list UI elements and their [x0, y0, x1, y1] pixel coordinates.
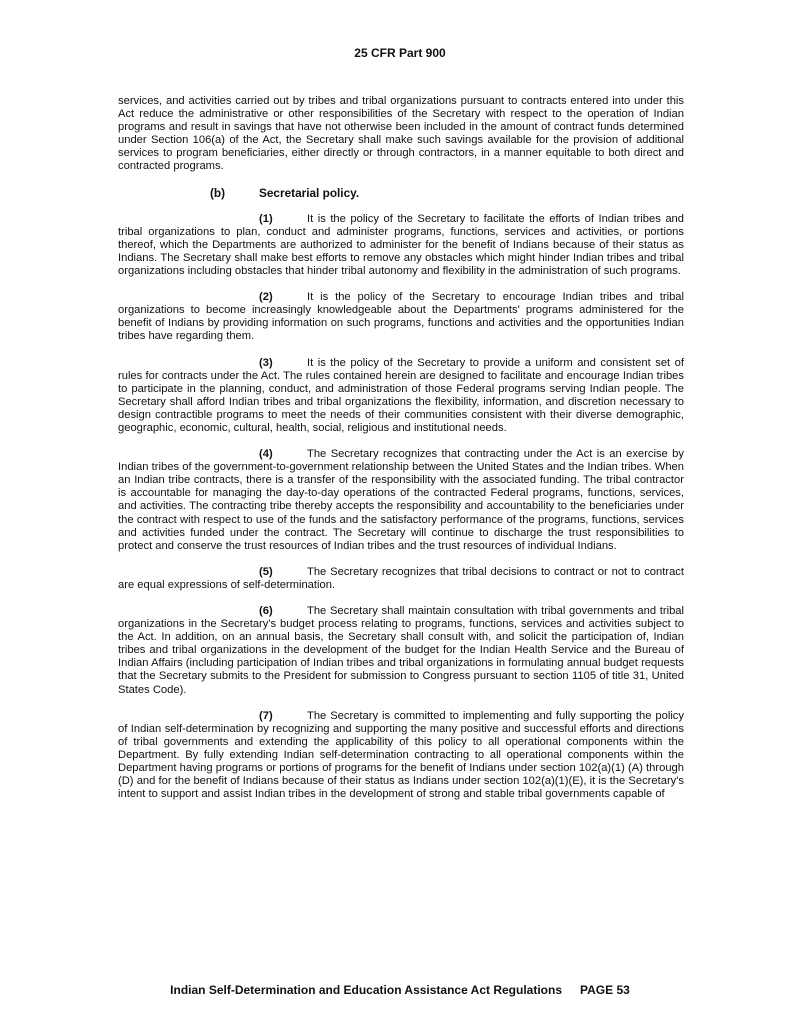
paragraph-3 [118, 357, 684, 436]
paragraph-text: The Secretary is committed to implementing and fully supporting the policy of Indian self-determination by recognizing and supporting the many positive and successful efforts and directions of tribal governments and extending the applicability of this policy to all operational components within the Department. By fully extending Indian self-determination contracting to all operational components within the Department having programs or portions of programs for the benefit of Indians under section 102(a)(1) (A) through (D) and for the benefit of Indians because of their status as Indians under section 102(a)(1)(E), it is the Secretary's intent to support and assist Indian tribes in the development of strong and stable tribal governments capable of [118, 709, 684, 801]
paragraph-text: It is the policy of the Secretary to provide a uniform and consistent set of rules for contracts under the Act. The rules contained herein are designed to facilitate and encourage Indian tribes to participate in the planning, conduct, and administration of those Federal programs serving Indian people. The Secretary shall afford Indian tribes and tribal organizations the flexibility, information, and discretion necessary to design contractible programs to meet the needs of their communities consistent with their diverse demographic, geographic, economic, cultural, health, social, religious and institutional needs. [118, 356, 684, 434]
section-title: Secretarial policy. [259, 185, 360, 200]
paragraph-number: (7) [259, 709, 273, 722]
footer-title: Indian Self-Determination and Education Assistance Act Regulations [170, 983, 563, 997]
paragraph-4 [118, 448, 684, 553]
paragraph-number: (1) [259, 212, 273, 225]
paragraph-text: The Secretary recognizes that tribal decisions to contract or not to contract are equal expressions of self-determination. [118, 565, 684, 591]
paragraph-text: The Secretary recognizes that contracting under the Act is an exercise by Indian tribes of the government-to-government relationship between the United States and the Indian tribes. When an Indian tribe contracts, there is a transfer of the responsibility with the associated funding. The tribal contractor is accountable for managing the day-to-day operations of the contracted Federal programs, functions, services, and activities. The contracting tribe thereby accepts the responsibility and accountability to the beneficiaries under the contract with respect to use of the funds and the satisfactory performance of the programs, functions, services and activities funded under the contract. The Secretary will continue to discharge the trust responsibilities to protect and conserve the trust resources of Indian tribes and the trust resources of individual Indians. [118, 448, 684, 552]
page-header: 25 CFR Part 900 [354, 46, 446, 60]
paragraph-number: (2) [259, 291, 273, 304]
paragraph-number: (5) [259, 565, 273, 578]
page-number: PAGE 53 [580, 983, 630, 997]
section-label: (b) [210, 185, 226, 200]
paragraph-number: (3) [259, 356, 273, 369]
paragraph-7 [118, 710, 684, 802]
paragraph-number: (4) [259, 448, 273, 461]
paragraph-text: It is the policy of the Secretary to facilitate the efforts of Indian tribes and tribal organizations to plan, conduct and administer programs, functions, services and activities, or portions thereof, which the Departments are authorized to administer for the benefit of Indians because of their status as Indians. The Secretary shall make best efforts to remove any obstacles which might hinder Indian tribes and tribal organizations including obstacles that hinder tribal autonomy and flexibility in the administration of such programs. [118, 212, 684, 278]
paragraph-number: (6) [259, 605, 273, 617]
document-body [118, 95, 684, 814]
paragraph-6 [118, 605, 684, 697]
paragraph-5 [118, 566, 684, 592]
paragraph-text: It is the policy of the Secretary to encourage Indian tribes and tribal organizations to become increasingly knowledgeable about the Departments' programs administered for the benefit of Indians by providing information on such programs, functions and activities and the opportunities Indian tribes have regarding them. [118, 291, 684, 343]
paragraph-1 [118, 213, 684, 278]
paragraph-2 [118, 291, 684, 343]
paragraph-text: The Secretary shall maintain consultation with tribal governments and tribal organizations in the Secretary's budget process relating to programs, functions, services and activities subject to the Act. In addition, on an annual basis, the Secretary shall consult with, and solicit the participation of, Indian tribes and tribal organizations in the development of the budget for the Indian Health Service and the Bureau of Indian Affairs (including participation of Indian tribes and tribal organizations in formulating annual budget requests that the Secretary submits to the President for submission to Congress pursuant to section 1105 of title 31, United States Code). [118, 605, 684, 696]
section-heading [118, 187, 684, 200]
page-footer [0, 983, 800, 997]
intro-paragraph: services, and activities carried out by tribes and tribal organizations pursuant to contracts entered into under this Act reduce the administrative or other responsibilities of the Secretary with respect to the operation of Indian programs and result in savings that have not otherwise been included in the amount of contract funds determined under Section 106(a) of the Act, the Secretary shall make such savings available for the provision of additional services to program beneficiaries, either directly or through contractors, in a manner equitable to both direct and contracted programs. [118, 95, 684, 173]
